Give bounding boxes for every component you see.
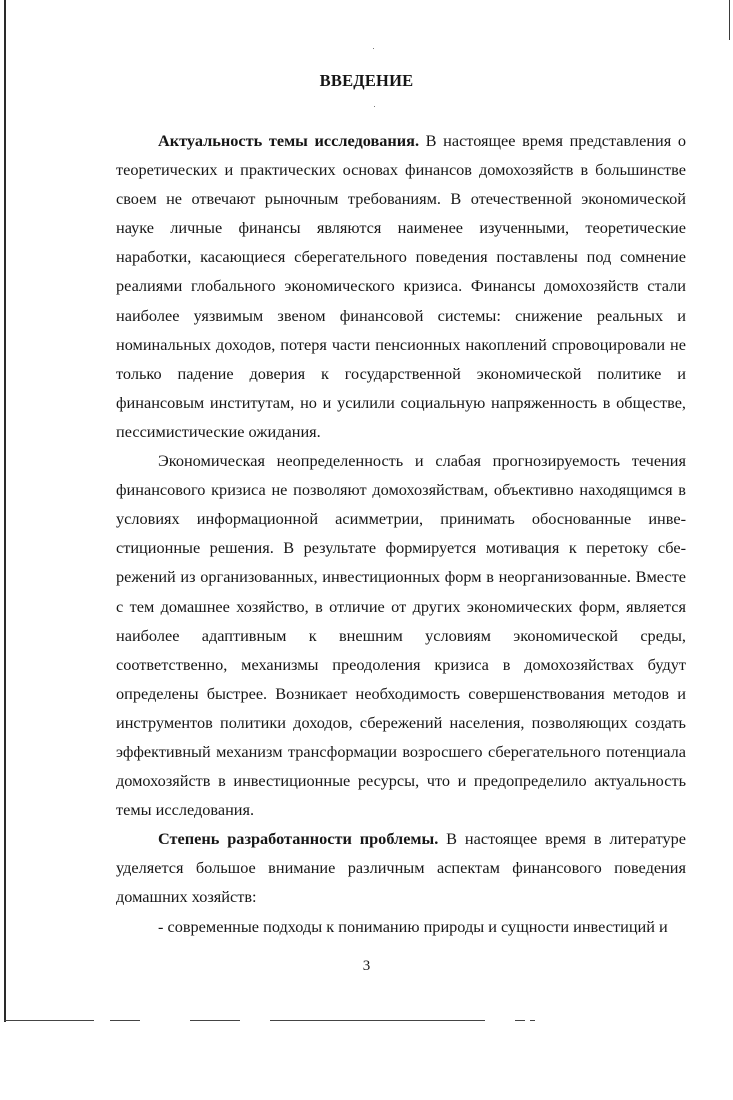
scan-speck	[374, 106, 375, 107]
paragraph	[116, 446, 686, 824]
paragraph-lead: Актуальность темы исследования.	[158, 131, 420, 150]
scan-edge-right	[729, 0, 730, 40]
paragraph-text: Экономическая неопределенность и слабая прогнозируемость течения финансового кризиса не позволяют домохозяйствам, объективно находящимся в условиях информационной асимметрии, принимать обоснованные инвестиционные решения. В результате формируется мотивация к перетоку сбережений из организованных, инвестиционных форм в неорганизованные. Вместе с тем домашнее хозяйство, в отличие от других экономических форм, является наиболее адаптивным к внешним условиям экономической среды, соответственно, механизмы преодоления кризиса в домохозяйствах будут определены быстрее. Возникает необходимость совершенствования методов и инструментов политики доходов, сбережений населения, позволяющих создать эффективный механизм трансформации возросшего сберегательного потенциала домохозяйств в инвестиционные ресурсы, что и предопределило актуальность темы исследования.	[116, 451, 686, 820]
scan-speck	[373, 48, 374, 49]
scan-edge-left	[4, 0, 6, 1022]
scan-line-bottom	[110, 1020, 140, 1021]
paragraph-text: В настоящее время представления о теоретических и практических основах финансов домохозяйств в большинстве своем не отвечают рыночным требованиям. В отечественной экономической науке личные финансы являются наименее изученными, теоретические наработки, касающиеся сберегательного поведения поставлены под сомнение реалиями глобального экономического кризиса. Финансы домохозяйств стали наиболее уязвимым звеном финансовой системы: снижение реальных и номинальных доходов, потеря части пенсионных накоплений спровоцировали не только падение доверия к государственной экономической политике и финансовым институтам, но и усилили социальную напряженность в обществе, пессимистические ожидания.	[116, 131, 687, 441]
page-number: 3	[362, 958, 371, 974]
page-title: ВВЕДЕНИЕ	[319, 71, 414, 90]
paragraph-text: В настоящее время в литературе уделяется большое внимание различным аспектам финансового поведения домашних хозяйств:	[116, 829, 686, 907]
scan-line-bottom	[530, 1020, 535, 1021]
scan-line-bottom	[515, 1020, 525, 1021]
scan-line-bottom	[190, 1020, 240, 1021]
paragraph	[116, 824, 686, 911]
scan-line-bottom	[270, 1020, 485, 1021]
paragraph-lead: Степень разработанности проблемы.	[158, 829, 439, 849]
paragraph-text: - современные подходы к пониманию природы и сущности инвестиций и	[158, 916, 668, 936]
scan-line-bottom	[4, 1020, 94, 1021]
paragraph	[116, 126, 686, 446]
body-text	[116, 126, 686, 941]
paragraph	[116, 912, 686, 941]
